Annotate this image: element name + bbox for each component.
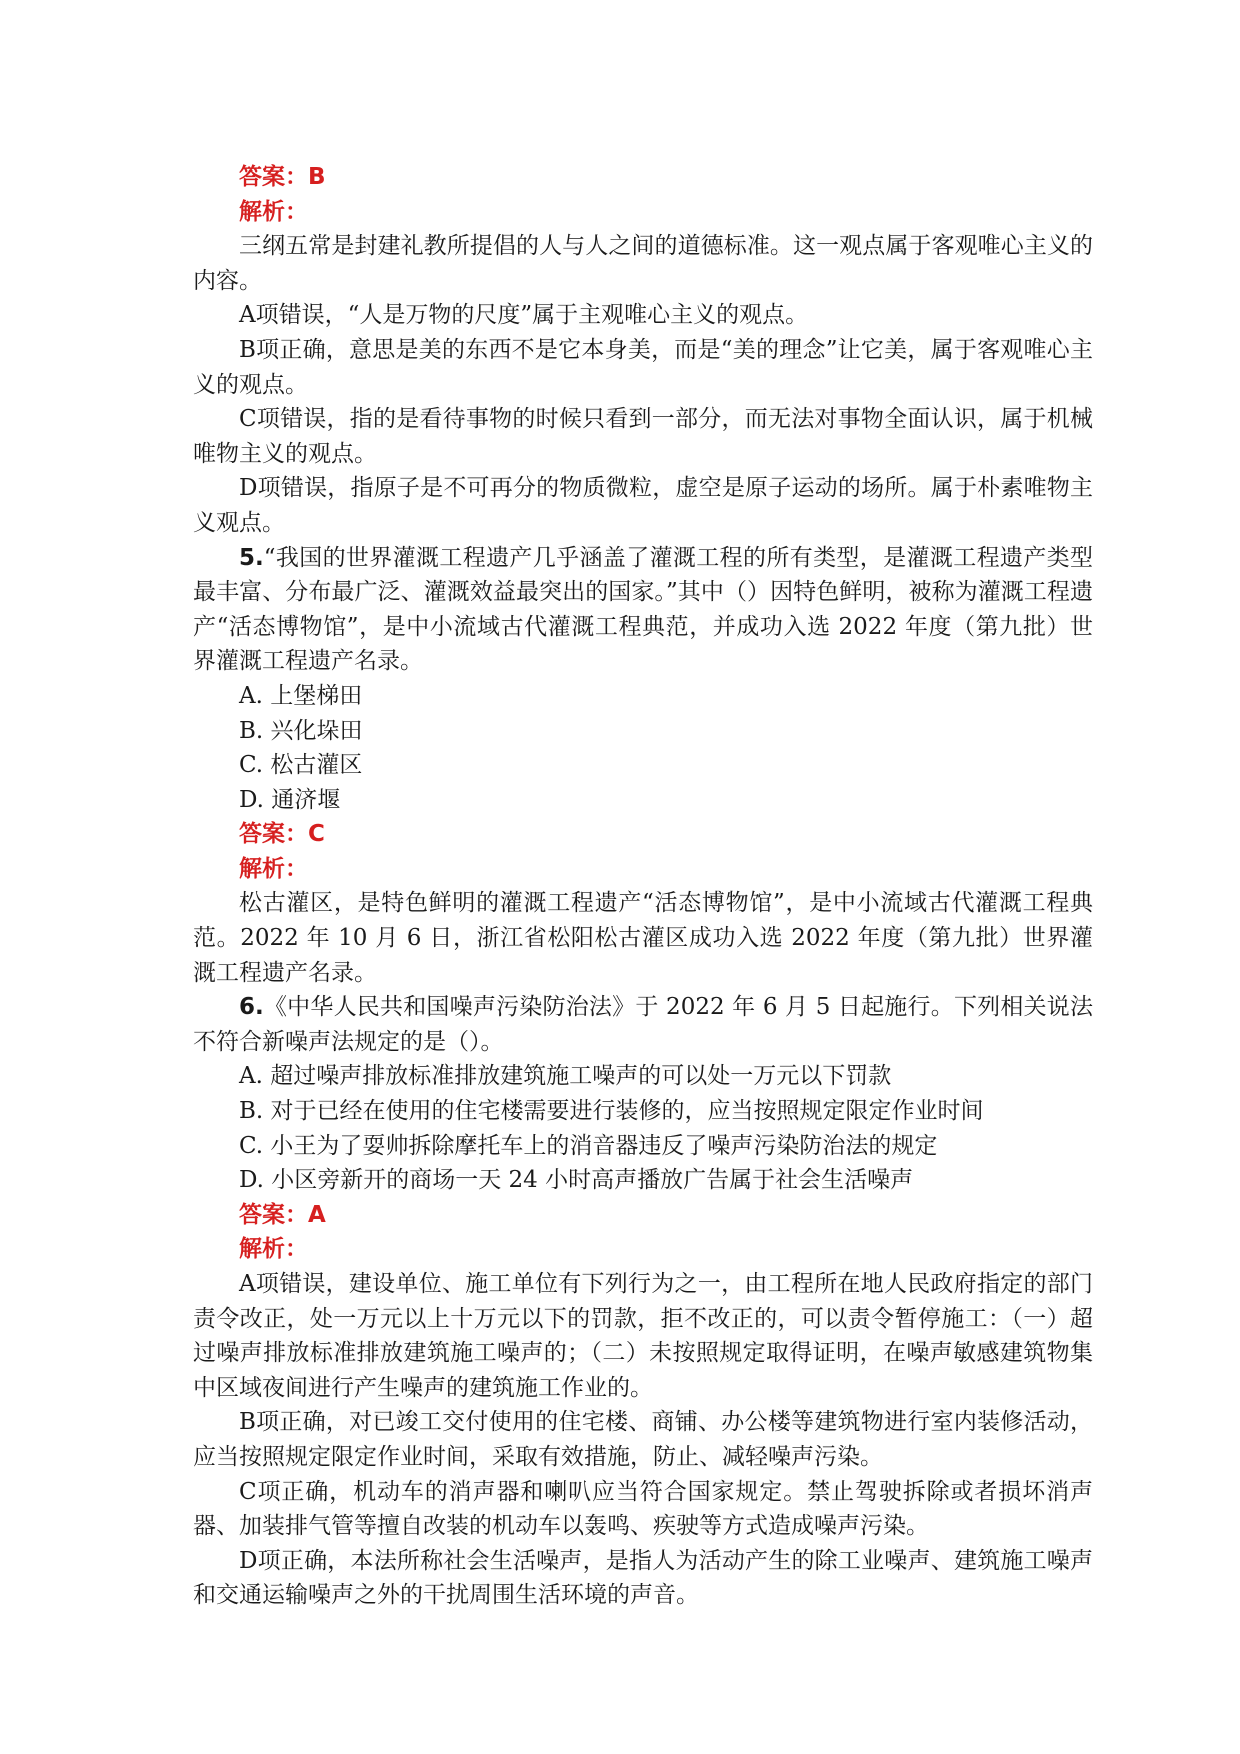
analysis-paragraph: 松古灌区，是特色鲜明的灌溉工程遗产“活态博物馆”，是中小流域古代灌溉工程典范。2022 年 10 月 6 日，浙江省松阳松古灌区成功入选 2022 年度（第九批）世界灌溉工程遗产名录。	[193, 890, 1093, 986]
analysis-label: 解析：	[239, 855, 308, 882]
answer-label: 答案：A	[239, 1201, 326, 1228]
option: B. 兴化垛田	[239, 717, 363, 744]
analysis-paragraph: A项错误，“人是万物的尺度”属于主观唯心主义的观点。	[239, 302, 809, 329]
option: A. 超过噪声排放标准排放建筑施工噪声的可以处一万元以下罚款	[239, 1063, 892, 1090]
analysis-paragraph: 三纲五常是封建礼教所提倡的人与人之间的道德标准。这一观点属于客观唯心主义的内容。	[193, 233, 1093, 294]
analysis-paragraph: A项错误，建设单位、施工单位有下列行为之一，由工程所在地人民政府指定的部门责令改正，处一万元以上十万元以下的罚款，拒不改正的，可以责令暂停施工：（一）超过噪声排放标准排放建筑施工噪声的；（二）未按照规定取得证明，在噪声敏感建筑物集中区域夜间进行产生噪声的建筑施工作业的。	[193, 1271, 1093, 1401]
analysis-paragraph: B项正确，对已竣工交付使用的住宅楼、商铺、办公楼等建筑物进行室内装修活动，应当按照规定限定作业时间，采取有效措施，防止、减轻噪声污染。	[193, 1409, 1093, 1470]
answer-label: 答案：B	[239, 164, 326, 190]
option: D. 小区旁新开的商场一天 24 小时高声播放广告属于社会生活噪声	[239, 1167, 914, 1194]
option: D. 通济堰	[239, 786, 341, 813]
answer-label: 答案：C	[239, 821, 325, 848]
analysis-paragraph: C项正确，机动车的消声器和喇叭应当符合国家规定。禁止驾驶拆除或者损坏消声器、加装排气管等擅自改装的机动车以轰鸣、疾驶等方式造成噪声污染。	[193, 1478, 1093, 1540]
question-number: 6.	[239, 994, 264, 1021]
question-stem	[193, 990, 1093, 1059]
analysis-paragraph: D项错误，指原子是不可再分的物质微粒，虚空是原子运动的场所。属于朴素唯物主义观点。	[193, 475, 1093, 536]
option: C. 松古灌区	[239, 752, 363, 779]
option: A. 上堡梯田	[239, 682, 363, 709]
analysis-paragraph: C项错误，指的是看待事物的时候只看到一部分，而无法对事物全面认识，属于机械唯物主义的观点。	[193, 406, 1093, 467]
question-text: “我国的世界灌溉工程遗产几乎涵盖了灌溉工程的所有类型，是灌溉工程遗产类型最丰富、分布最广泛、灌溉效益最突出的国家。”其中（）因特色鲜明，被称为灌溉工程遗产“活态博物馆”，是中小流域古代灌溉工程典范，并成功入选 2022 年度（第九批）世界灌溉工程遗产名录。	[193, 544, 1093, 675]
analysis-label: 解析：	[239, 1236, 308, 1263]
question-stem	[193, 541, 1093, 679]
question-number: 5.	[239, 544, 264, 571]
analysis-paragraph: D项正确，本法所称社会生活噪声，是指人为活动产生的除工业噪声、建筑施工噪声和交通运输噪声之外的干扰周围生活环境的声音。	[193, 1547, 1093, 1609]
question-text: 《中华人民共和国噪声污染防治法》于 2022 年 6 月 5 日起施行。下列相关说法不符合新噪声法规定的是（）。	[193, 994, 1093, 1055]
option: C. 小王为了耍帅拆除摩托车上的消音器违反了噪声污染防治法的规定	[239, 1132, 938, 1159]
analysis-label: 解析：	[239, 198, 308, 225]
option: B. 对于已经在使用的住宅楼需要进行装修的，应当按照规定限定作业时间	[239, 1098, 984, 1125]
page-content	[193, 160, 1093, 1613]
analysis-paragraph: B项正确，意思是美的东西不是它本身美，而是“美的理念”让它美，属于客观唯心主义的观点。	[193, 336, 1093, 398]
